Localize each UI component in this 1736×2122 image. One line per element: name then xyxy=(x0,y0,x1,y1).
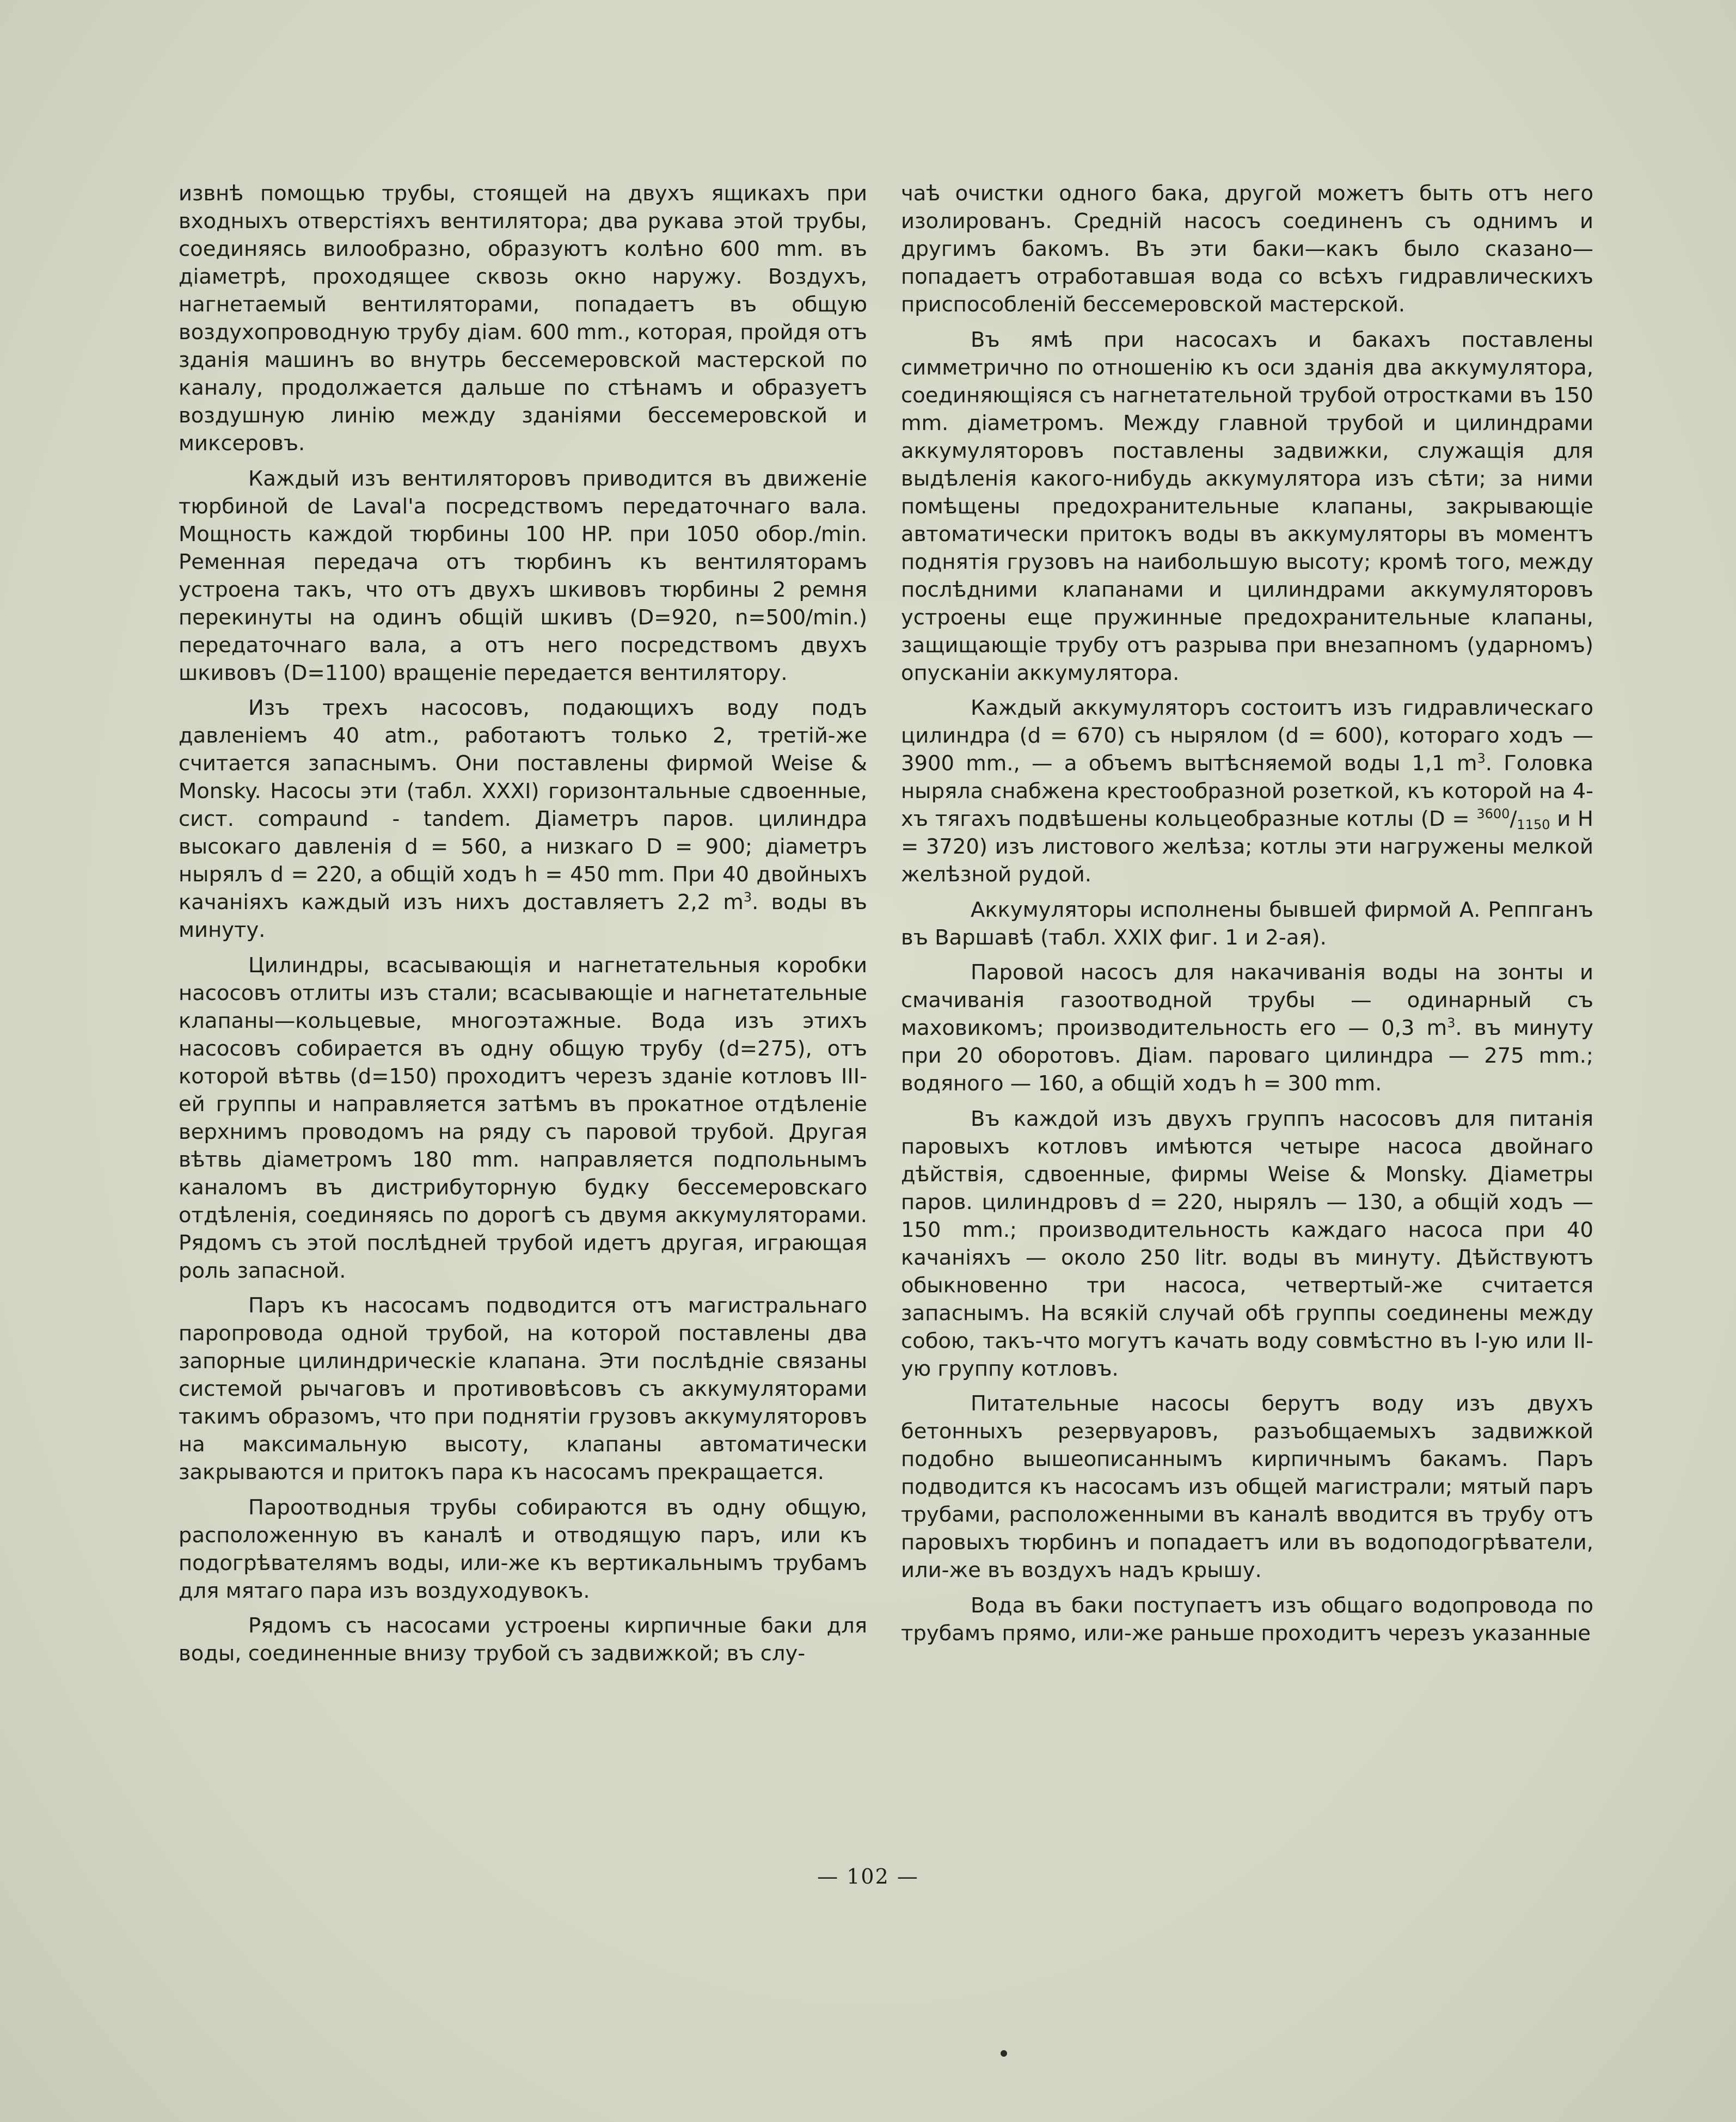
paragraph: Въ каждой изъ двухъ группъ насосовъ для питанія паровыхъ котловъ имѣются четыре насоса двойнаго дѣйствія, сдвоенные, фирмы Weise & Monsky. Діаметры паров. цилиндровъ d = 220, нырялъ — 130, а общій ходъ — 150 mm.; производительность каждаго насоса при 40 качаніяхъ — около 250 litr. воды въ минуту. Дѣйствуютъ обыкновенно три насоса, четвертый-же считается запаснымъ. На всякій случай обѣ группы соединены между собою, такъ-что могутъ качать воду совмѣстно въ I-ую или II-ую группу котловъ. xyxy=(901,1106,1593,1381)
paragraph: Каждый изъ вентиляторовъ приводится въ движеніе тюрбиной de Laval'а посредствомъ передаточнаго вала. Мощность каждой тюрбины 100 HP. при 1050 обор./min. Ременная передача отъ тюрбинъ къ вентиляторамъ устроена такъ, что отъ двухъ шкивовъ тюрбины 2 ремня перекинуты на одинъ общій шкивъ (D=920, n=500/min.) передаточнаго вала, а отъ него посредствомъ двухъ шкивовъ (D=1100) вращеніе передается вентилятору. xyxy=(179,466,867,685)
paragraph: извнѣ помощью трубы, стоящей на двухъ ящикахъ при входныхъ отверстіяхъ вентилятора; два рукава этой трубы, соединяясь вилообразно, образуютъ колѣно 600 mm. въ діаметрѣ, проходящее сквозь окно наружу. Воздухъ, нагнетаемый вентиляторами, попадаетъ въ общую воздухопроводную трубу діам. 600 mm., которая, пройдя отъ зданія машинъ во внутрь бессемеровской мастерской по каналу, продолжается дальше по стѣнамъ и образуетъ воздушную линію между зданіями бессемеровской и миксеровъ. xyxy=(179,181,867,456)
page-number: — 102 — xyxy=(817,1865,919,1888)
paragraph: Питательные насосы берутъ воду изъ двухъ бетонныхъ резервуаровъ, разъобщаемыхъ задвижкой подобно вышеописаннымъ кирпичнымъ бакамъ. Паръ подводится къ насосамъ изъ общей магистрали; мятый паръ трубами, расположенными въ каналѣ вводится въ трубу отъ паровыхъ тюрбинъ и попадаетъ или въ водоподогрѣватели, или-же въ воздухъ надъ крышу. xyxy=(901,1391,1593,1583)
paragraph: Паровой насосъ для накачиванія воды на зонты и смачиванія газоотводной трубы — одинарный съ маховикомъ; производительность его — 0,3 $m^3$. въ минуту при 20 оборотовъ. Діам. пароваго цилиндра — 275 mm.; водяного — 160, а общій ходъ h = 300 mm. xyxy=(901,960,1593,1096)
paragraph: Цилиндры, всасывающія и нагнетательныя коробки насосовъ отлиты изъ стали; всасывающіе и нагнетательные клапаны—кольцевые, многоэтажные. Вода изъ этихъ насосовъ собирается въ одну общую трубу (d=275), отъ которой вѣтвь (d=150) проходитъ черезъ зданіе котловъ III-ей группы и направляется затѣмъ въ прокатное отдѣленіе верхнимъ проводомъ на ряду съ паровой трубой. Другая вѣтвь діаметромъ 180 mm. направляется подпольнымъ каналомъ въ дистрибуторную будку бессемеровскаго отдѣленія, соединяясь по дорогѣ съ двумя аккумуляторами. Рядомъ съ этой послѣдней трубой идетъ другая, играющая роль запасной. xyxy=(179,953,867,1283)
paragraph: Паръ къ насосамъ подводится отъ магистральнаго паропровода одной трубой, на которой поставлены два запорные цилиндрическіе клапана. Эти послѣдніе связаны системой рычаговъ и противовѣсовъ съ аккумуляторами такимъ образомъ, что при поднятіи грузовъ аккумуляторовъ на максимальную высоту, клапаны автоматически закрываются и притокъ пара къ насосамъ прекращается. xyxy=(179,1293,867,1485)
paragraph: Рядомъ съ насосами устроены кирпичные баки для воды, соединенные внизу трубой съ задвижкой; въ слу- xyxy=(179,1614,867,1666)
paragraph: Пароотводныя трубы собираются въ одну общую, расположенную въ каналѣ и отводящую паръ, или къ подогрѣвателямъ воды, или-же къ вертикальнымъ трубамъ для мятаго пара изъ воздуходувокъ. xyxy=(179,1495,867,1603)
paragraph: Вода въ баки поступаетъ изъ общаго водопровода по трубамъ прямо, или-же раньше проходитъ черезъ указанные xyxy=(901,1593,1593,1646)
ink-spot xyxy=(1001,2050,1007,2057)
paragraph: Каждый аккумуляторъ состоитъ изъ гидравлическаго цилиндра (d = 670) съ нырялом (d = 600), котораго ходъ — 3900 mm., — а объемъ вытѣсняемой воды 1,1 $m^3$. Головка ныряла снабжена крестообразной розеткой, къ которой на 4-хъ тягахъ подвѣшены кольцеобразные котлы (D = $^{3600}$/1150 и H = 3720) изъ листового желѣза; котлы эти нагружены мелкой желѣзной рудой. xyxy=(901,696,1594,887)
left-column xyxy=(179,180,867,1675)
right-column xyxy=(901,180,1593,1654)
paragraph: Изъ трехъ насосовъ, подающихъ воду подъ давленіемъ 40 atm., работаютъ только 2, третій-же считается запаснымъ. Они поставлены фирмой Weise & Monsky. Насосы эти (табл. XXXI) горизонтальные сдвоенные, сист. compaund - tandem. Діаметръ паров. цилиндра высокаго давленія d = 560, а низкаго D = 900; діаметръ нырялъ d = 220, а общій ходъ h = 450 mm. При 40 двойныхъ качаніяхъ каждый изъ нихъ доставляетъ 2,2 $m^3$. воды въ минуту. xyxy=(179,696,868,942)
paragraph: Въ ямѣ при насосахъ и бакахъ поставлены симметрично по отношенію къ оси зданія два аккумулятора, соединяющіяся съ нагнетательной трубой отростками въ 150 mm. діаметромъ. Между главной трубой и цилиндрами аккумуляторовъ поставлены задвижки, служащія для выдѣленія какого-нибудь аккумулятора изъ сѣти; за ними помѣщены предохранительные клапаны, закрывающіе автоматически притокъ воды въ аккумуляторы въ моментъ поднятія грузовъ на наибольшую высоту; кромѣ того, между послѣдними клапанами и цилиндрами аккумуляторовъ устроены еще пружинные предохранительные клапаны, защищающіе трубу отъ разрыва при внезапномъ (ударномъ) опусканіи аккумулятора. xyxy=(901,327,1593,685)
paragraph: Аккумуляторы исполнены бывшей фирмой А. Реппганъ въ Варшавѣ (табл. XXIX фиг. 1 и 2-ая). xyxy=(901,897,1593,950)
paragraph: чаѣ очистки одного бака, другой можетъ быть отъ него изолированъ. Средній насосъ соединенъ съ однимъ и другимъ бакомъ. Въ эти баки—какъ было сказано—попадаетъ отработавшая вода со всѣхъ гидравлическихъ приспособленій бессемеровской мастерской. xyxy=(901,181,1593,317)
